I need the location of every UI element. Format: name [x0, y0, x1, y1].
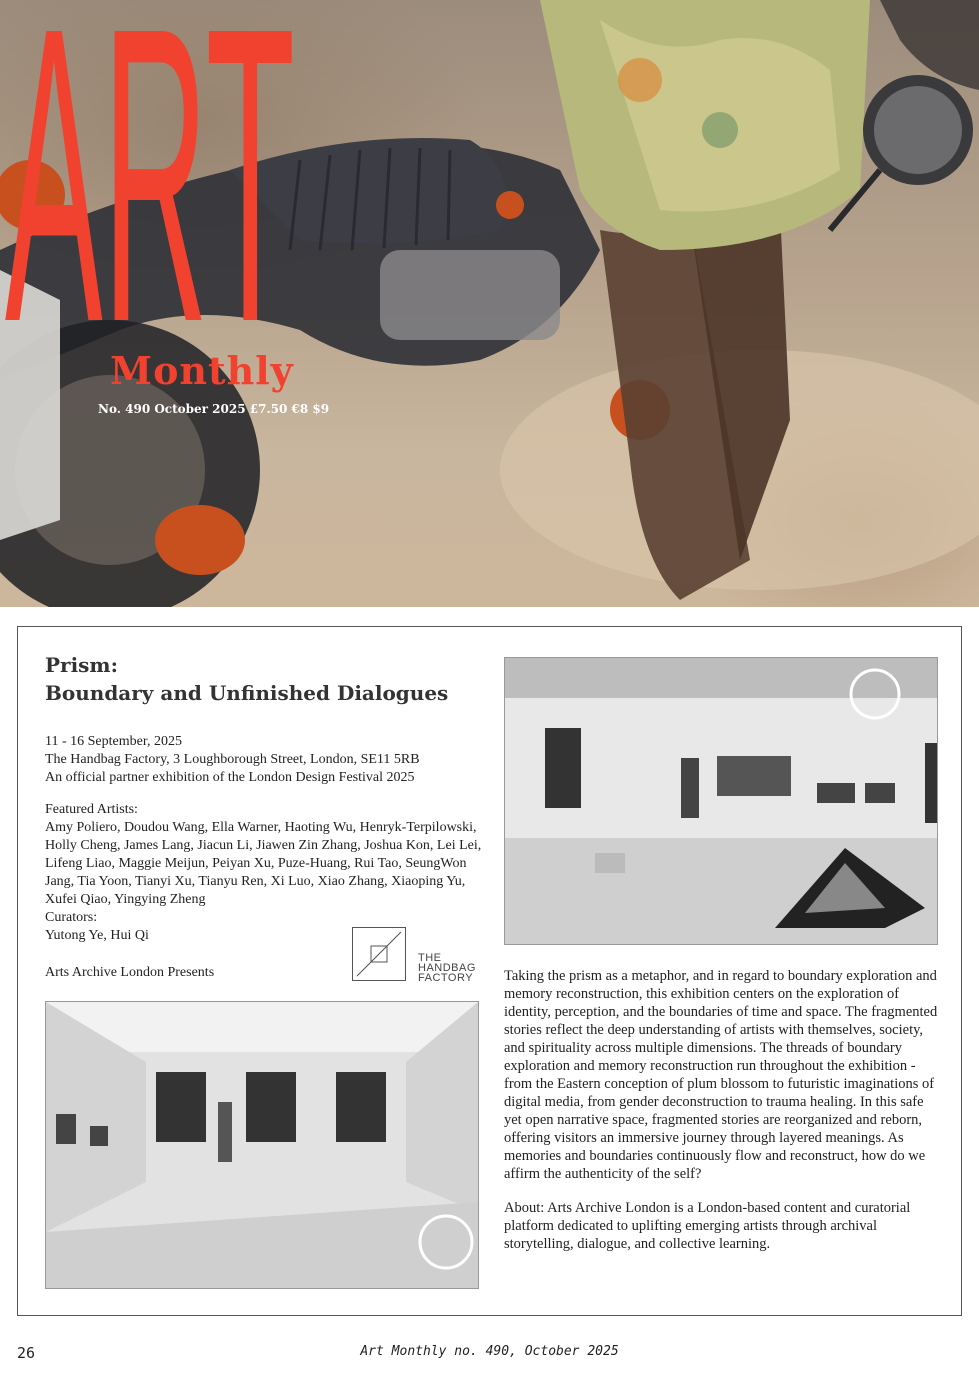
- exhibition-info: [45, 733, 485, 945]
- exhibition-title: [45, 651, 448, 707]
- handbag-factory-logo: [418, 953, 476, 983]
- featured-artists-list: Amy Poliero, Doudou Wang, Ella Warner, Haoting Wu, Henryk-Terpilowski, Holly Cheng, James Lang, Jiacun Li, Jiawen Zin Zhang, Joshua Kon, Lei Lei, Lifeng Liao, Maggie Meijun, Peiyan Xu, Puze-Huang, Rui Tao, SeungWon Jang, Tia Yoon, Tianyi Xu, Tianyu Ren, Xi Luo, Xiao Zhang, Xiaoping Yu, Xufei Qiao, Yingying Zheng: [45, 820, 482, 907]
- archive-logo-icon: [353, 928, 405, 980]
- curators-label: Curators:: [45, 910, 98, 925]
- curators-list: Yutong Ye, Hui Qi: [45, 928, 149, 943]
- gallery-photo-sculpture: [504, 657, 938, 945]
- exhibition-dates: 11 - 16 September, 2025: [45, 734, 182, 749]
- about-text: About: Arts Archive London is a London-based content and curatorial platform dedicated to uplifting emerging artists through archival storytelling, dialogue, and collective learning.: [504, 1200, 911, 1252]
- handbag-logo-line-1: THE: [418, 952, 442, 964]
- gallery-photo-windows: [45, 1001, 479, 1289]
- gallery-illustration-2: [46, 1002, 478, 1288]
- page-number: 26: [17, 1344, 36, 1362]
- running-footer: [0, 1344, 979, 1359]
- arts-archive-logo: [352, 927, 406, 981]
- featured-artists-label: Featured Artists:: [45, 802, 138, 817]
- masthead-art-text: ART: [5, 0, 295, 340]
- title-line-1: Prism:: [45, 653, 118, 677]
- gallery-illustration-1: [505, 658, 937, 944]
- handbag-logo-line-2: HANDBAG: [418, 962, 476, 974]
- masthead-monthly: Monthly: [110, 348, 294, 393]
- exhibition-body-text: Taking the prism as a metaphor, and in regard to boundary exploration and memory reconstruction, this exhibition centers on the exploration of identity, perception, and the boundaries of time and space. The fragmented stories reflect the deep understanding of artists with themselves, society, and spirituality across multiple dimensions. The threads of boundary exploration and memory reconstruction run throughout the exhibition - from the Eastern conception of plum blossom to futuristic imaginations of digital media, from gender deconstruction to trauma healing. In this safe yet open narrative space, fragmented stories are reorganized and reborn, offering visitors an immersive journey through layered meanings. As memories and boundaries continuously flow and reconstruct, how do we affirm the authenticity of the self?: [504, 968, 938, 1182]
- title-line-2: Boundary and Unfinished Dialogues: [45, 681, 449, 705]
- cover-photo: [0, 0, 979, 607]
- running-title: Art Monthly no. 490, October 2025: [360, 1344, 619, 1359]
- exhibition-description: [504, 967, 944, 1269]
- handbag-logo-line-3: FACTORY: [418, 972, 474, 984]
- issue-line: No. 490 October 2025 £7.50 €8 $9: [98, 402, 330, 416]
- presents-line: Arts Archive London Presents: [45, 965, 215, 980]
- exhibition-venue: The Handbag Factory, 3 Loughborough Street, London, SE11 5RB: [45, 752, 420, 767]
- exhibition-advert: [17, 626, 962, 1316]
- art-masthead: [0, 0, 300, 340]
- partner-note: An official partner exhibition of the London Design Festival 2025: [45, 770, 415, 785]
